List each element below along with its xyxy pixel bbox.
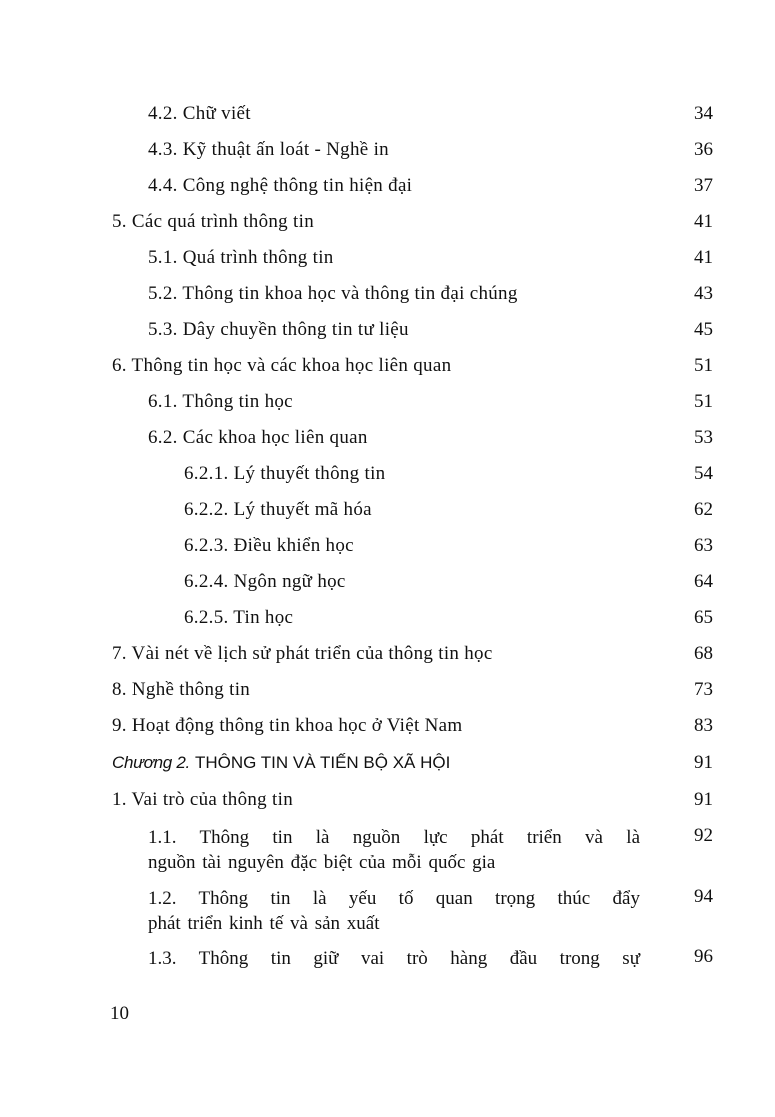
toc-entry-page: 96 xyxy=(694,946,713,967)
toc-entry-page: 73 xyxy=(694,679,713,700)
toc-entry-line: nguồn tài nguyên đặc biệt của mỗi quốc gia xyxy=(148,852,496,873)
toc-entry xyxy=(0,101,775,129)
toc-entry-multiline xyxy=(0,884,775,936)
toc-entry xyxy=(0,605,775,633)
toc-entry xyxy=(0,425,775,453)
toc-entry-label: 5.3. Dây chuyền thông tin tư liệu xyxy=(148,319,409,340)
toc-entry-label: 8. Nghề thông tin xyxy=(112,679,251,700)
page-number: 10 xyxy=(110,1003,129,1024)
toc-entry-page: 64 xyxy=(694,571,713,592)
toc-entry-page: 34 xyxy=(694,103,713,124)
toc-entry xyxy=(0,787,775,815)
toc-entry-label: 6.2.2. Lý thuyết mã hóa xyxy=(184,499,372,520)
toc-entry xyxy=(0,533,775,561)
toc-entry-label xyxy=(148,825,640,875)
chapter-title: THÔNG TIN VÀ TIẾN BỘ XÃ HỘI xyxy=(194,753,451,772)
toc-entry-label: 7. Vài nét về lịch sử phát triển của thông tin học xyxy=(112,643,493,664)
toc-entry-page: 63 xyxy=(694,535,713,556)
toc-entry xyxy=(0,245,775,273)
toc-entry-label: 6.2.4. Ngôn ngữ học xyxy=(184,571,346,592)
toc-entry-page: 91 xyxy=(694,752,713,773)
toc-entry-label: 6.2.5. Tin học xyxy=(184,607,294,628)
toc-entry-label: 6.2.1. Lý thuyết thông tin xyxy=(184,463,386,484)
toc-entry-page: 51 xyxy=(694,355,713,376)
toc-entry-label: 9. Hoạt động thông tin khoa học ở Việt Nam xyxy=(112,715,463,736)
toc-entry xyxy=(0,461,775,489)
toc-entry xyxy=(0,281,775,309)
toc-entry-label: 6.2. Các khoa học liên quan xyxy=(148,427,368,448)
toc-entry xyxy=(0,569,775,597)
toc-entry-line: 1.2. Thông tin là yếu tố quan trọng thúc đẩy xyxy=(148,888,640,909)
toc-entry-page: 41 xyxy=(694,211,713,232)
toc-entry-label: 5. Các quá trình thông tin xyxy=(112,211,314,232)
toc-entry-page: 65 xyxy=(694,607,713,628)
toc-entry-label: 6.2.3. Điều khiển học xyxy=(184,535,354,556)
toc-entry-page: 45 xyxy=(694,319,713,340)
toc-entry-page: 94 xyxy=(694,886,713,907)
toc-entry xyxy=(0,713,775,741)
toc-entry-multiline xyxy=(0,823,775,875)
toc-entry xyxy=(0,353,775,381)
toc-entry-label xyxy=(148,946,640,971)
toc-entry-label: 4.4. Công nghệ thông tin hiện đại xyxy=(148,175,413,196)
toc-entry-label: 4.2. Chữ viết xyxy=(148,103,251,124)
toc-entry xyxy=(0,389,775,417)
toc-entry-page: 51 xyxy=(694,391,713,412)
toc-entry-page: 62 xyxy=(694,499,713,520)
toc-entry-label: 6.1. Thông tin học xyxy=(148,391,293,412)
toc-entry-label: 6. Thông tin học và các khoa học liên quan xyxy=(112,355,452,376)
toc-entry-multiline xyxy=(0,944,775,974)
toc-entry-label: 5.2. Thông tin khoa học và thông tin đại chúng xyxy=(148,283,518,304)
toc-entry-label xyxy=(148,886,640,936)
toc-entry xyxy=(0,209,775,237)
chapter-heading-text xyxy=(112,752,450,774)
chapter-heading xyxy=(0,750,775,778)
toc-entry xyxy=(0,641,775,669)
toc-entry-page: 54 xyxy=(694,463,713,484)
toc-entry xyxy=(0,497,775,525)
toc-entry xyxy=(0,137,775,165)
toc-entry-page: 92 xyxy=(694,825,713,846)
toc-entry xyxy=(0,317,775,345)
toc-entry-page: 53 xyxy=(694,427,713,448)
toc-entry-page: 36 xyxy=(694,139,713,160)
toc-entry-page: 41 xyxy=(694,247,713,268)
toc-entry-label: 5.1. Quá trình thông tin xyxy=(148,247,334,268)
toc-entry-page: 83 xyxy=(694,715,713,736)
toc-entry-page: 68 xyxy=(694,643,713,664)
chapter-prefix: Chương 2. xyxy=(112,753,190,772)
toc-entry-page: 91 xyxy=(694,789,713,810)
toc-entry-label: 1. Vai trò của thông tin xyxy=(112,789,293,810)
toc-entry-line: phát triển kinh tế và sản xuất xyxy=(148,913,380,934)
toc-entry-page: 43 xyxy=(694,283,713,304)
toc-entry-label: 4.3. Kỹ thuật ấn loát - Nghề in xyxy=(148,139,389,160)
toc-entry-page: 37 xyxy=(694,175,713,196)
toc-entry-line: 1.1. Thông tin là nguồn lực phát triển và là xyxy=(148,827,640,848)
toc-entry-line: 1.3. Thông tin giữ vai trò hàng đầu trong sự xyxy=(148,948,640,969)
toc-entry xyxy=(0,173,775,201)
toc-entry xyxy=(0,677,775,705)
